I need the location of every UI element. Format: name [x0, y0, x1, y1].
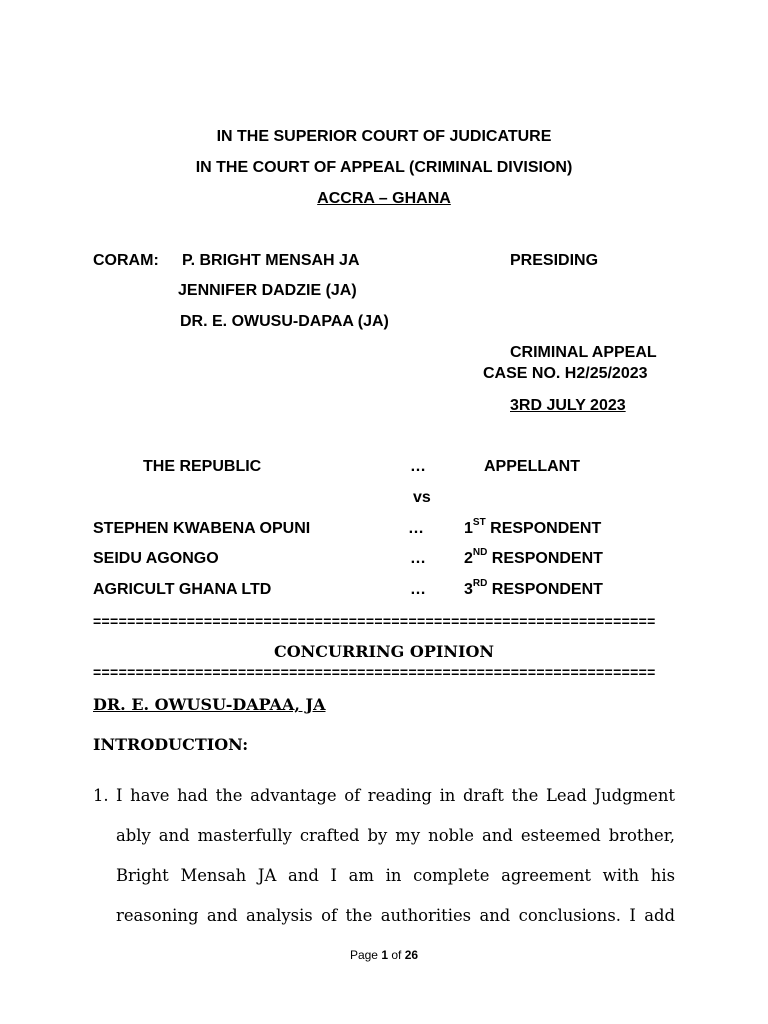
judge-presiding-name: P. BRIGHT MENSAH JA: [182, 252, 360, 269]
paragraph-line: I have had the advantage of reading in draft the Lead Judgment: [116, 786, 675, 805]
case-number: CASE NO. H2/25/2023: [483, 365, 648, 382]
case-type: CRIMINAL APPEAL: [510, 344, 657, 361]
paragraph-line: reasoning and analysis of the authorities and conclusions. I add: [116, 906, 675, 925]
respondent-1-role: 1ST RESPONDENT: [464, 516, 602, 537]
page-number: 1: [381, 948, 388, 962]
respondent-1-name: STEPHEN KWABENA OPUNI: [93, 520, 311, 537]
judge-3-name: DR. E. OWUSU-DAPAA (JA): [180, 313, 389, 330]
paragraph-line: Bright Mensah JA and I am in complete agreement with his: [116, 866, 675, 885]
page-label: Page: [349, 948, 378, 962]
judge-2-name: JENNIFER DADZIE (JA): [178, 282, 357, 299]
of-label: of: [391, 948, 402, 962]
paragraph-line: ably and masterfully crafted by my noble and esteemed brother,: [116, 826, 675, 845]
total-pages: 26: [404, 948, 419, 962]
coram-label: CORAM:: [93, 252, 159, 269]
ellipsis: …: [408, 520, 424, 537]
respondent-2-name: SEIDU AGONGO: [93, 550, 219, 567]
ellipsis: …: [410, 458, 426, 475]
opinion-author: DR. E. OWUSU-DAPAA, JA: [93, 695, 326, 714]
separator-line: ==================================================================: [93, 613, 656, 629]
court-title: IN THE SUPERIOR COURT OF JUDICATURE: [216, 128, 552, 145]
court-location: ACCRA – GHANA: [317, 190, 451, 207]
section-heading: INTRODUCTION:: [93, 735, 249, 754]
paragraph-number: 1.: [93, 786, 109, 805]
separator-line: ==================================================================: [93, 664, 656, 680]
versus-label: vs: [413, 489, 431, 506]
opinion-title: CONCURRING OPINION: [273, 642, 495, 661]
case-date: 3RD JULY 2023: [510, 397, 626, 414]
appellant-name: THE REPUBLIC: [143, 458, 262, 475]
court-division: IN THE COURT OF APPEAL (CRIMINAL DIVISION): [195, 159, 573, 176]
ellipsis: …: [410, 581, 426, 598]
respondent-3-role: 3RD RESPONDENT: [464, 577, 603, 598]
page-footer: [0, 948, 768, 962]
presiding-label: PRESIDING: [510, 252, 599, 269]
court-location-wrap: [0, 190, 768, 208]
respondent-2-role: 2ND RESPONDENT: [464, 546, 603, 567]
respondent-3-name: AGRICULT GHANA LTD: [93, 581, 272, 598]
ellipsis: …: [410, 550, 426, 567]
appellant-role: APPELLANT: [484, 458, 580, 475]
